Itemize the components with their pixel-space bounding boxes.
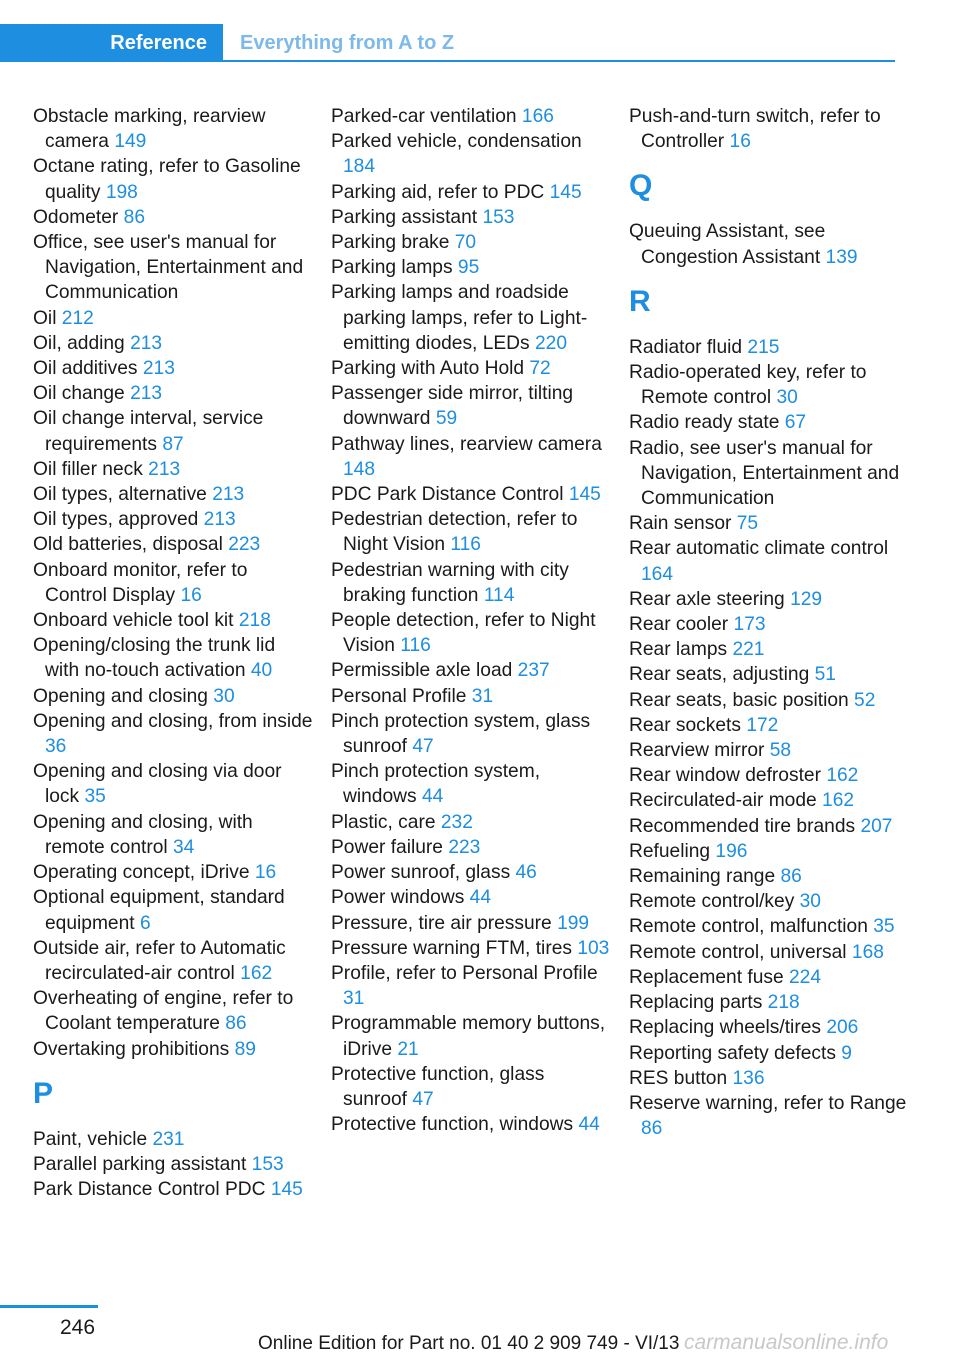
page-link[interactable]: 196 — [715, 840, 748, 862]
index-entry — [629, 738, 909, 763]
page-link[interactable]: 46 — [515, 862, 537, 884]
entry-term: Personal Profile — [331, 685, 467, 707]
entry-term: Remaining range — [629, 866, 776, 888]
entry-term: Pressure warning FTM, tires — [331, 937, 572, 959]
index-entry — [33, 104, 313, 154]
page-link[interactable]: 67 — [784, 412, 807, 434]
entry-term: Onboard monitor, refer to Control Display — [33, 559, 248, 606]
page-link[interactable]: 70 — [454, 232, 477, 254]
entry-term: Outside air, refer to Automatic recirculated-air control — [33, 937, 286, 984]
page-link[interactable]: 103 — [577, 937, 610, 959]
entry-term: Rear seats, basic position — [629, 689, 849, 711]
entry-term: Queuing Assistant, see Congestion Assistant — [629, 221, 826, 268]
page-link[interactable]: 223 — [448, 836, 481, 858]
entry-term: Refueling — [629, 840, 711, 862]
page-link[interactable]: 199 — [557, 912, 590, 934]
entry-term: Optional equipment, standard equipment — [33, 887, 285, 934]
index-entry — [629, 637, 909, 662]
page-link[interactable]: 162 — [826, 765, 859, 787]
entry-term: Radiator fluid — [629, 336, 743, 358]
index-entry — [629, 410, 909, 435]
entry-term: Oil — [33, 307, 57, 329]
index-column-1 — [33, 104, 313, 1202]
index-entry — [629, 219, 909, 269]
entry-term: Rear axle steering — [629, 588, 785, 610]
index-entry — [331, 684, 611, 709]
page-link[interactable]: 173 — [733, 614, 766, 636]
entry-term: Recommended tire brands — [629, 815, 856, 837]
page-link[interactable]: 164 — [641, 563, 674, 585]
index-entry — [331, 558, 611, 608]
entry-term: Push-and-turn switch, refer to Controller — [629, 106, 881, 153]
index-entry — [331, 180, 611, 205]
entry-term: Protective function, windows — [331, 1114, 574, 1136]
index-entry — [331, 936, 611, 961]
index-column-2 — [331, 104, 611, 1137]
index-entry — [629, 914, 909, 939]
page-link[interactable]: 218 — [767, 992, 800, 1014]
page-link[interactable]: 47 — [412, 736, 434, 758]
entry-term: Oil types, approved — [33, 509, 199, 531]
index-entry — [331, 810, 611, 835]
page-link[interactable]: 89 — [234, 1038, 256, 1060]
index-entry — [629, 1015, 909, 1040]
entry-term: Office, see user's manual for Navigation, Entertainment and Communication — [33, 232, 304, 304]
page-link[interactable]: 30 — [776, 387, 798, 409]
page-link[interactable]: 145 — [549, 181, 582, 203]
page-link[interactable]: 148 — [343, 458, 376, 480]
entry-term: Odometer — [33, 206, 119, 228]
entry-term: Plastic, care — [331, 811, 436, 833]
entry-term: Opening and closing via door lock — [33, 761, 282, 808]
page-link[interactable]: 114 — [483, 584, 515, 606]
index-letter-heading: R — [629, 284, 651, 318]
entry-term: Radio-operated key, refer to Remote control — [629, 362, 867, 409]
page-link[interactable]: 16 — [254, 862, 277, 884]
page-link[interactable]: 86 — [641, 1118, 663, 1140]
page-link[interactable]: 184 — [343, 156, 376, 178]
index-entry — [331, 759, 611, 809]
index-entry — [33, 1127, 313, 1152]
index-entry — [33, 406, 313, 456]
entry-term: Pathway lines, rearview camera — [331, 433, 602, 455]
index-entry — [331, 280, 611, 356]
index-entry — [331, 129, 611, 179]
page-link[interactable]: 207 — [860, 815, 893, 837]
entry-term: Remote control/key — [629, 891, 795, 913]
index-column-3 — [629, 104, 909, 1141]
entry-term: Overtaking prohibitions — [33, 1038, 230, 1060]
page-link[interactable]: 72 — [529, 358, 551, 380]
index-entry — [629, 1066, 909, 1091]
index-entry — [331, 356, 611, 381]
subsection-title: Everything from A to Z — [240, 31, 455, 54]
index-entry — [33, 986, 313, 1036]
entry-term: Parking brake — [331, 232, 450, 254]
entry-term: Permissible axle load — [331, 660, 513, 682]
page-link[interactable]: 198 — [105, 181, 138, 203]
entry-term: Oil additives — [33, 358, 138, 380]
index-entry — [331, 835, 611, 860]
page-link[interactable]: 30 — [213, 685, 235, 707]
index-entry — [629, 104, 909, 154]
page-link[interactable]: 145 — [270, 1179, 303, 1201]
page-link[interactable]: 6 — [139, 912, 151, 934]
page-link[interactable]: 9 — [841, 1042, 852, 1064]
page-link[interactable]: 58 — [769, 740, 792, 762]
page-link[interactable]: 213 — [203, 509, 236, 531]
entry-term: Radio ready state — [629, 412, 780, 434]
index-entry — [331, 507, 611, 557]
entry-term: Parking lamps and roadside parking lamps, refer to Light-emitting diodes, LEDs — [331, 282, 588, 354]
index-entry — [33, 356, 313, 381]
index-entry — [331, 255, 611, 280]
page-link[interactable]: 153 — [482, 206, 515, 228]
page-link[interactable]: 44 — [578, 1114, 600, 1136]
entry-term: Pinch protection system, glass sunroof — [331, 710, 591, 758]
index-entry — [33, 381, 313, 406]
page-link[interactable]: 145 — [568, 484, 601, 506]
index-entry — [331, 608, 611, 658]
entry-term: Power failure — [331, 836, 443, 858]
page-link[interactable]: 212 — [61, 307, 94, 329]
entry-term: Pedestrian detection, refer to Night Vision — [331, 509, 578, 556]
page-link[interactable]: 86 — [780, 866, 802, 888]
page-link[interactable]: 116 — [400, 635, 431, 657]
page-link[interactable]: 31 — [343, 988, 365, 1010]
entry-term: Opening and closing — [33, 685, 208, 707]
page-link[interactable]: 35 — [873, 916, 895, 938]
entry-term: Protective function, glass sunroof — [331, 1063, 545, 1110]
index-entry — [33, 507, 313, 532]
index-entry — [629, 788, 909, 813]
page-link[interactable]: 116 — [450, 534, 481, 556]
entry-term: Onboard vehicle tool kit — [33, 610, 234, 632]
index-entry — [33, 154, 313, 204]
index-entry — [331, 205, 611, 230]
entry-term: Replacing parts — [629, 992, 763, 1014]
index-entry — [33, 1037, 313, 1062]
index-entry — [629, 436, 909, 512]
page-link[interactable]: 213 — [148, 458, 181, 480]
entry-term: Rear automatic climate control — [629, 538, 889, 560]
index-entry — [629, 965, 909, 990]
entry-term: Programmable memory buttons, iDrive — [331, 1013, 606, 1060]
edition-note: Online Edition for Part no. 01 40 2 909 749 - VI/13 — [258, 1333, 680, 1354]
index-entry — [33, 608, 313, 633]
index-entry — [33, 1177, 313, 1202]
entry-term: Opening and closing, with remote control — [33, 811, 253, 858]
entry-term: Passenger side mirror, tilting downward — [331, 383, 574, 430]
page-link[interactable]: 206 — [826, 1017, 859, 1039]
index-entry — [33, 482, 313, 507]
index-entry — [331, 104, 611, 129]
entry-term: Radio, see user's manual for Navigation, Entertainment and Communication — [629, 437, 900, 510]
entry-term: Octane rating, refer to Gasoline quality — [33, 156, 301, 203]
index-entry — [33, 306, 313, 331]
index-entry — [331, 709, 611, 759]
index-entry — [33, 331, 313, 356]
page-number: 246 — [60, 1316, 96, 1339]
entry-term: Oil filler neck — [33, 458, 143, 480]
index-entry — [629, 536, 909, 586]
entry-term: Oil, adding — [33, 332, 125, 354]
page-link[interactable]: 51 — [814, 664, 836, 686]
index-entry — [33, 936, 313, 986]
entry-term: Park Distance Control PDC — [33, 1179, 266, 1201]
index-entry — [33, 709, 313, 759]
entry-term: Operating concept, iDrive — [33, 862, 250, 884]
entry-term: Old batteries, disposal — [33, 534, 223, 556]
index-entry — [629, 864, 909, 889]
page-link[interactable]: 86 — [123, 206, 146, 228]
page-link[interactable]: 213 — [130, 383, 163, 405]
entry-term: Oil change interval, service requirements — [33, 408, 264, 455]
entry-term: Rearview mirror — [629, 740, 765, 762]
entry-term: Parking lamps — [331, 257, 453, 279]
page-link[interactable]: 52 — [854, 689, 876, 711]
header-rule — [223, 60, 895, 62]
page-link[interactable]: 95 — [457, 257, 480, 279]
index-entry — [33, 230, 313, 306]
page-link[interactable]: 162 — [240, 962, 273, 984]
index-entry — [629, 587, 909, 612]
entry-term: People detection, refer to Night Vision — [331, 610, 596, 657]
entry-term: Parked vehicle, condensation — [331, 131, 582, 153]
index-entry — [33, 759, 313, 809]
entry-term: Parallel parking assistant — [33, 1153, 247, 1175]
entry-term: Recirculated-air mode — [629, 790, 817, 812]
index-entry — [629, 839, 909, 864]
page-link[interactable]: 129 — [790, 588, 823, 610]
index-entry — [629, 940, 909, 965]
page-link[interactable]: 59 — [435, 408, 458, 430]
index-entry — [629, 889, 909, 914]
entry-term: RES button — [629, 1067, 728, 1089]
entry-term: Profile, refer to Personal Profile — [331, 962, 598, 984]
entry-term: Rear window defroster — [629, 765, 821, 787]
index-entry — [33, 205, 313, 230]
index-entry — [331, 885, 611, 910]
footer-rule — [0, 1305, 98, 1308]
index-entry — [629, 713, 909, 738]
index-entry — [331, 961, 611, 1011]
page-link[interactable]: 162 — [822, 790, 855, 812]
entry-term: Rain sensor — [629, 513, 732, 535]
page-link[interactable]: 34 — [172, 836, 195, 858]
index-entry — [33, 532, 313, 557]
page-link[interactable]: 231 — [152, 1128, 185, 1150]
entry-term: Reserve warning, refer to Range — [629, 1092, 907, 1114]
index-entry — [331, 230, 611, 255]
page-link[interactable]: 153 — [251, 1153, 284, 1175]
page-link[interactable]: 166 — [521, 106, 554, 127]
page-link[interactable]: 149 — [114, 131, 147, 153]
index-entry — [33, 684, 313, 709]
index-entry — [331, 381, 611, 431]
entry-term: Rear seats, adjusting — [629, 664, 810, 686]
index-entry — [33, 810, 313, 860]
page-link[interactable]: 223 — [228, 534, 261, 556]
index-entry — [331, 860, 611, 885]
index-entry — [629, 1091, 909, 1141]
entry-term: Rear lamps — [629, 639, 728, 661]
page-link[interactable]: 21 — [397, 1038, 419, 1060]
entry-term: Parked-car ventilation — [331, 106, 517, 127]
page-link[interactable]: 213 — [130, 332, 163, 354]
entry-term: Replacing wheels/tires — [629, 1017, 821, 1039]
page-link[interactable]: 139 — [825, 246, 858, 268]
entry-term: Parking with Auto Hold — [331, 358, 525, 380]
index-entry — [629, 814, 909, 839]
index-entry — [331, 1011, 611, 1061]
page-link[interactable]: 215 — [747, 336, 780, 358]
watermark-logo: carmanualsonline.info — [684, 1331, 889, 1354]
entry-term: Parking aid, refer to PDC — [331, 181, 545, 203]
index-entry — [629, 612, 909, 637]
index-entry — [629, 335, 909, 360]
entry-term: Parking assistant — [331, 206, 478, 228]
index-entry — [331, 658, 611, 683]
entry-term: Rear sockets — [629, 714, 741, 736]
entry-term: Remote control, universal — [629, 941, 847, 963]
index-letter-heading: Q — [629, 169, 653, 203]
index-entry — [33, 633, 313, 683]
page-link[interactable]: 136 — [732, 1067, 765, 1089]
page-header — [0, 24, 960, 62]
index-entry — [331, 911, 611, 936]
index-letter-heading: P — [33, 1076, 54, 1110]
page-link[interactable]: 31 — [471, 685, 494, 707]
entry-term: Obstacle marking, rearview camera — [33, 106, 266, 153]
page-link[interactable]: 168 — [851, 941, 884, 963]
entry-term: Pinch protection system, windows — [331, 761, 541, 808]
page-link[interactable]: 224 — [789, 966, 822, 988]
entry-term: Pressure, tire air pressure — [331, 912, 552, 934]
index-entry — [629, 763, 909, 788]
index-entry — [33, 558, 313, 608]
page-link[interactable]: 47 — [412, 1088, 434, 1110]
entry-term: Remote control, malfunction — [629, 916, 868, 938]
entry-term: Oil change — [33, 383, 125, 405]
index-entry — [629, 688, 909, 713]
page-link[interactable]: 172 — [746, 714, 779, 736]
section-tab[interactable]: Reference — [0, 24, 223, 62]
index-entry — [33, 1152, 313, 1177]
entry-term: Opening/closing the trunk lid with no-touch activation — [33, 635, 276, 682]
entry-term: Rear cooler — [629, 614, 729, 636]
index-entry — [331, 482, 611, 507]
page-link[interactable]: 30 — [799, 891, 821, 913]
index-entry — [331, 1112, 611, 1137]
index-entry — [33, 457, 313, 482]
page-link[interactable]: 16 — [180, 584, 202, 606]
index-entry — [331, 432, 611, 482]
entry-term: Power windows — [331, 887, 465, 909]
index-entry — [629, 511, 909, 536]
page-link[interactable]: 44 — [469, 887, 491, 909]
entry-term: Power sunroof, glass — [331, 862, 511, 884]
page-link[interactable]: 221 — [732, 639, 765, 661]
index-entry — [33, 885, 313, 935]
page-link[interactable]: 35 — [84, 786, 106, 808]
entry-term: PDC Park Distance Control — [331, 484, 564, 506]
page-link[interactable]: 16 — [729, 131, 751, 153]
page-link[interactable]: 237 — [517, 660, 550, 682]
entry-term: Reporting safety defects — [629, 1042, 836, 1064]
entry-term: Overheating of engine, refer to Coolant temperature — [33, 988, 294, 1035]
index-entry — [629, 360, 909, 410]
page-link[interactable]: 86 — [225, 1013, 247, 1035]
page-link[interactable]: 75 — [736, 513, 759, 535]
entry-term: Replacement fuse — [629, 966, 784, 988]
entry-term: Opening and closing, from inside — [33, 710, 313, 732]
index-entry — [629, 1041, 909, 1066]
page-link[interactable]: 40 — [250, 660, 273, 682]
page-link[interactable]: 213 — [142, 358, 175, 380]
entry-term: Pedestrian warning with city braking function — [331, 559, 569, 606]
entry-term: Oil types, alternative — [33, 484, 207, 506]
page-link[interactable]: 220 — [534, 332, 567, 354]
page-link[interactable]: 36 — [45, 736, 67, 758]
index-entry — [331, 1062, 611, 1112]
index-entry — [629, 990, 909, 1015]
page-link[interactable]: 87 — [162, 433, 184, 455]
index-entry — [33, 860, 313, 885]
page-link[interactable]: 232 — [440, 811, 473, 833]
page-link[interactable]: 218 — [238, 610, 271, 632]
index-entry — [629, 662, 909, 687]
page-link[interactable]: 213 — [212, 484, 245, 506]
page-link[interactable]: 44 — [421, 786, 444, 808]
entry-term: Paint, vehicle — [33, 1128, 148, 1150]
